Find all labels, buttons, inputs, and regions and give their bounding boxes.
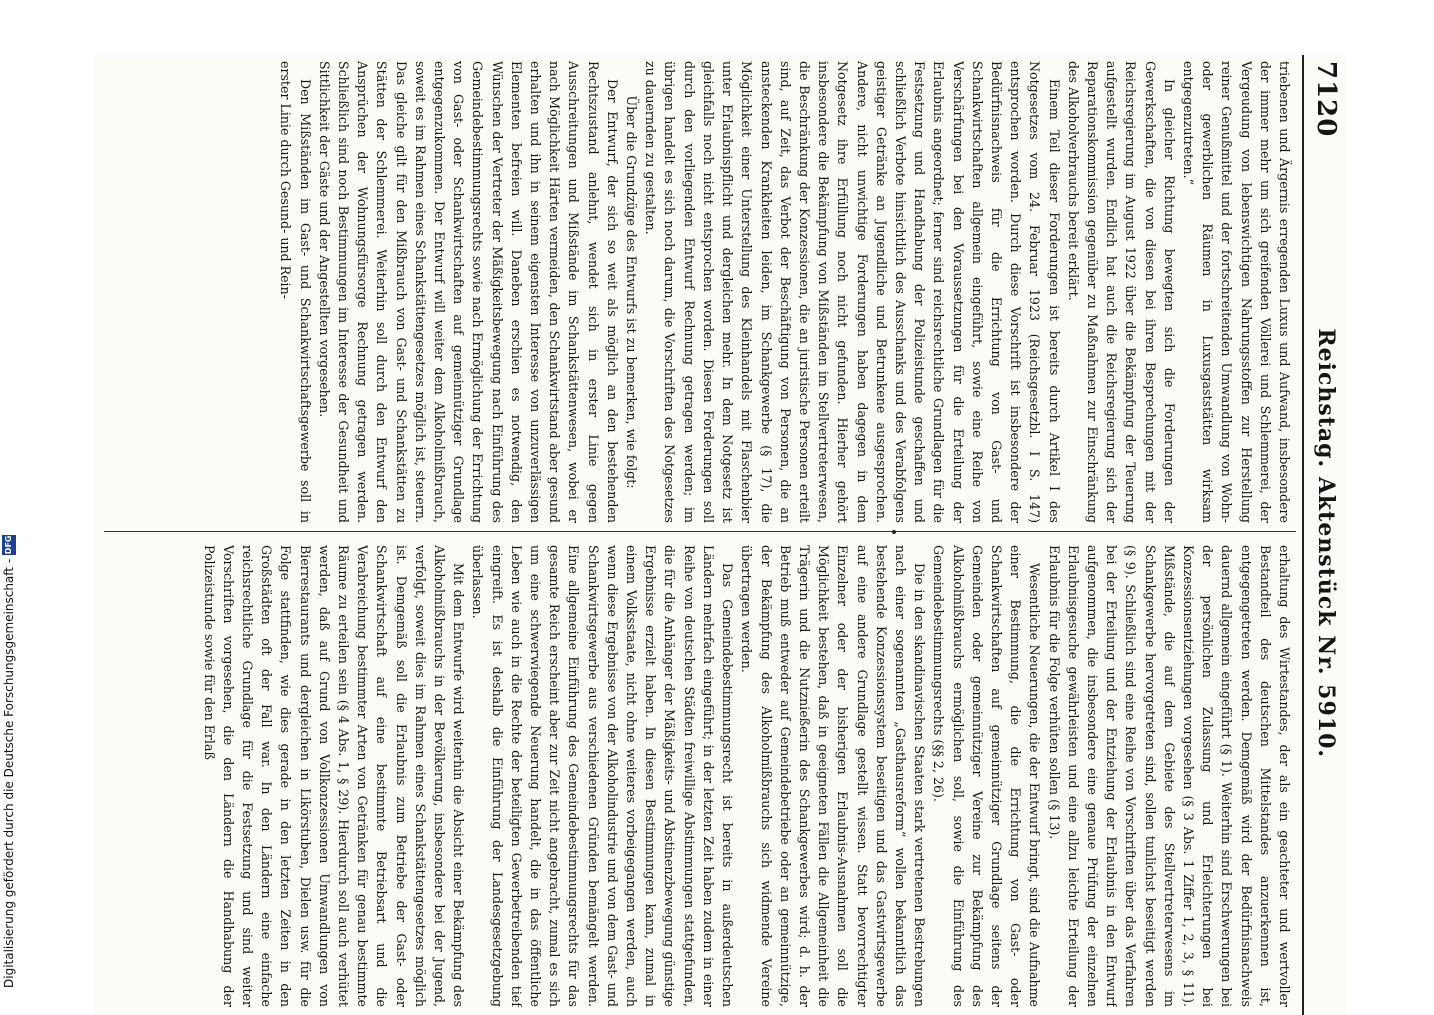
column-divider	[104, 531, 1296, 532]
text-column-right	[100, 545, 1294, 1007]
digitization-credit	[2, 535, 16, 988]
paragraph: Das Gemeindebestimmungsrecht ist bereits in außerdeutschen Ländern mehrfach eingeführt; in der letzten Zeit haben zudem in einer Reihe von deutschen Städten freiwillige Abstimmungen stattgefunden, die für die Anhänger der Mäßigkeits- und Abstinenzbewegung günstige Ergebnisse erzielt haben. In diesen Bestimmungen kann, zumal in einem Volksstaate, nicht ohne weiteres vorbeigegangen werden, auch wenn diese Ergebnisse von der Alkoholindustrie und von dem Gast- und Schankwirtsgewerbe aus verschiedenen Gründen bemängelt werden. Eine allgemeine Einführung des Gemeindebestimmungsrechts für das gesamte Reich erscheint aber zur Zeit nicht angebracht, zumal es sich um eine schwerwiegende Neuerung handelt, die in das öffentliche Leben wie auch in die Rechte der beteiligten Gewerbetreibenden tief eingreift. Es ist deshalb die Einführung der Landesgesetzgebung überlassen.	[470, 545, 736, 1007]
page-header	[1306, 55, 1346, 1015]
header-rule	[1302, 55, 1304, 1015]
paragraph: Den Mißständen im Gast- und Schankwirtschaftsgewerbe soll in erster Linie durch Gesund- und Rein-	[278, 61, 313, 523]
paragraph: Die in den skandinavischen Staaten stark vertretenen Bestrebungen nach einer sogenannten „Gasthausreform“ wollen bekanntlich das bestehende Konzessionssystem beseitigen und das Gastwirtsgewerbe auf eine andere Grundlage gestellt wissen. Statt bevorrechtigter Einzelner oder der bisherigen Erlaubnis-Ausnahmen soll die Möglichkeit bestehen, daß in geeigneten Fällen die Allgemeinheit die Trägerin und die Nutznießerin des Schankgewerbes wird; d. h. der Betrieb muß entweder auf Gemeindebetriebe oder an gemeinnützige, der Bekämpfung des Alkoholmißbrauchs sich widmende Vereine übertragen werden.	[739, 545, 928, 1007]
dfg-logo: DFG	[2, 535, 16, 555]
paragraph: Mit dem Entwurfe wird weiterhin die Absicht einer Bekämpfung des Alkoholmißbrauchs in der Bevölkerung, insbesondere bei der Jugend, verfolgt, soweit dies im Rahmen eines Schankstättengesetzes möglich ist. Demgemäß soll die Erlaubnis zum Betriebe der Gast- oder Schankwirtschaft auf eine bestimmte Betriebsart und die Verabreichung bestimmter Arten von Getränken für genau bestimmte Räume zu erteilen sein (§ 4 Abs. 1, § 29). Hierdurch soll auch verhütet werden, daß auf Grund von Vollkonzessionen Umwandlungen von Bierrestaurants und dergleichen in Likörstuben, Dielen usw. für die Folge stattfinden, wie dies gerade in den letzten Zeiten in den Großstädten oft der Fall war. In den Ländern eine einfache reichsrechtliche Grundlage für die Festsetzung und sind weiter Vorschriften vorgesehen, die den Ländern die Handhabung der Polizeistunde sowie für den Erlaß	[201, 545, 467, 1007]
paragraph: erhaltung des Wirtestandes, der als ein geachteter und wertvoller Bestandteil des deutschen Mittelstandes anzuerkennen ist, entgegengetreten werden. Demgemäß wird der Bedürfnisnachweis dauernd allgemein eingeführt (§ 1). Weiterhin sind Erschwerungen bei der persönlichen Zulassung und Erleichterungen bei Konzessionsentziehungen vorgesehen (§ 3 Abs. 1 Ziffer 1, 2, 3, § 11). Mißstände, die auf dem Gebiete des Stellvertreterwesens im Schankgewerbe hervorgetreten sind, sollen tunlichst beseitigt werden (§ 9). Schließlich sind eine Reihe von Vorschriften über das Verfahren bei der Erteilung und der Entziehung der Erlaubnis in den Entwurf aufgenommen, die insbesondere eine genaue Prüfung der einzelnen Erlaubnisgesuche gewährleisten und eine allzu leichte Erteilung der Erlaubnis für die Folge verhüten sollen (§ 13).	[1046, 545, 1292, 1007]
paragraph: Einem Teil dieser Forderungen ist bereits durch Artikel I des Notgesetzes vom 24. Februar 1923 (Reichsgesetzbl. I S. 147) entsprochen worden. Durch diese Vorschrift ist insbesondere der Bedürfnisnachweis für die Errichtung von Gast- und Schankwirtschaften allgemein eingeführt, sowie eine Reihe von Verschärfungen bei den Voraussetzungen für die Erteilung der Erlaubnis angeordnet; ferner sind reichsrechtliche Grundlagen für die Festsetzung und Handhabung der Polizeistunde geschaffen und schließlich Verbote hinsichtlich des Ausschanks und des Verabfolgens geistiger Getränke an Jugendliche und Betrunkene ausgesprochen. Andere, nicht unwichtige Forderungen haben dagegen in dem Notgesetz ihre Erfüllung noch nicht gefunden. Hierher gehört insbesondere die Bekämpfung von Mißständen im Stellvertreterwesen, die Beschränkung der Konzessionen, die an juristische Personen erteilt sind, auf Zeit, das Verbot der Beschäftigung von Personen, die an ansteckenden Krankheiten leiden, im Schankgewerbe (§ 17), die Möglichkeit einer Unterstellung des Kleinhandels mit Flaschenbier unter Erlaubnispflicht und dergleichen mehr. In dem Notgesetz ist gleichfalls noch nicht entsprochen worden. Diesen Forderungen soll durch den vorliegenden Entwurf Rechnung getragen werden; im übrigen handelt es sich noch darum, die Vorschriften des Notgesetzes zu dauernden zu gestalten.	[643, 61, 1062, 523]
paragraph: Der Entwurf, der sich so weit als möglich an den bestehenden Rechtszustand anlehnt, wendet sich in erster Linie gegen Ausschreitungen und Mißstände im Schankstättenwesen, wobei er nach Möglichkeit Härten vermeiden, den Schankwirtstand aber gesund erhalten und ihn in seinem eigensten Interesse von unzuverlässigen Elementen befreien will. Daneben erschien es notwendig, den Wünschen der Vertreter der Mäßigkeitsbewegung nach Einführung des Gemeindebestimmungsrechts sowie nach Ermöglichung der Errichtung von Gast- oder Schankwirtschaften auf gemeinnütziger Grundlage entgegenzukommen. Der Entwurf will weiter dem Alkoholmißbrauch, soweit es im Rahmen eines Schankstättengesetzes möglich ist, steuern. Das gleiche gilt für den Mißbrauch von Gast- und Schankstätten zu Stätten der Schlemmerei. Weiterhin soll durch den Entwurf den Ansprüchen der Wohnungsfürsorge Rechnung getragen werden. Schließlich sind noch Bestimmungen im Interesse der Gesundheit und Sittlichkeit der Gäste und der Angestellten vorgesehen.	[316, 61, 620, 523]
ink-dot	[892, 530, 896, 534]
paragraph: In gleicher Richtung bewegten sich die Forderungen der Gewerkschaften, die von diesen bei ihren Besprechungen mit der Reichsregierung im August 1922 über die Bekämpfung der Teuerung aufgestellt wurden. Endlich hat auch die Reichsregierung sich der Reparationskommission gegenüber zu Maßnahmen zur Einschränkung des Alkoholverbrauchs bereit erklärt.	[1065, 61, 1177, 523]
paragraph: Über die Grundzüge des Entwurfs ist zu bemerken, wie folgt:	[624, 95, 640, 489]
paragraph: triebenen und Ärgernis erregenden Luxus und Aufwand, insbesondere der immer mehr um sich greifenden Völlerei und Schlemmerei, der Vergeudung von lebenswichtigen Nahrungsstoffen zur Herstellung reiner Genußmittel und der fortschreitenden Umwandlung von Wohn- oder gewerblichen Räumen in Luxusgaststätten wirksam entgegenzutreten.“	[1180, 61, 1292, 523]
text-column-left	[100, 61, 1294, 523]
paragraph: Wesentliche Neuerungen, die der Entwurf bringt, sind die Aufnahme einer Bestimmung, die die Errichtung von Gast- oder Schankwirtschaften auf gemeinnütziger Grundlage seitens der Gemeinden oder gemeinnütziger Vereine zur Bekämpfung des Alkoholmißbrauchs ermöglichen soll, sowie die Einführung des Gemeindebestimmungsrechts (§§ 2, 26).	[931, 545, 1043, 1007]
rotated-document-page	[94, 55, 1346, 1015]
page-title: Reichstag. Aktenstück Nr. 5910.	[1313, 328, 1339, 759]
page-number: 7120	[1311, 61, 1341, 138]
credit-text: Digitalisierung gefördert durch die Deutsche Forschungsgemeinschaft -	[2, 558, 16, 988]
